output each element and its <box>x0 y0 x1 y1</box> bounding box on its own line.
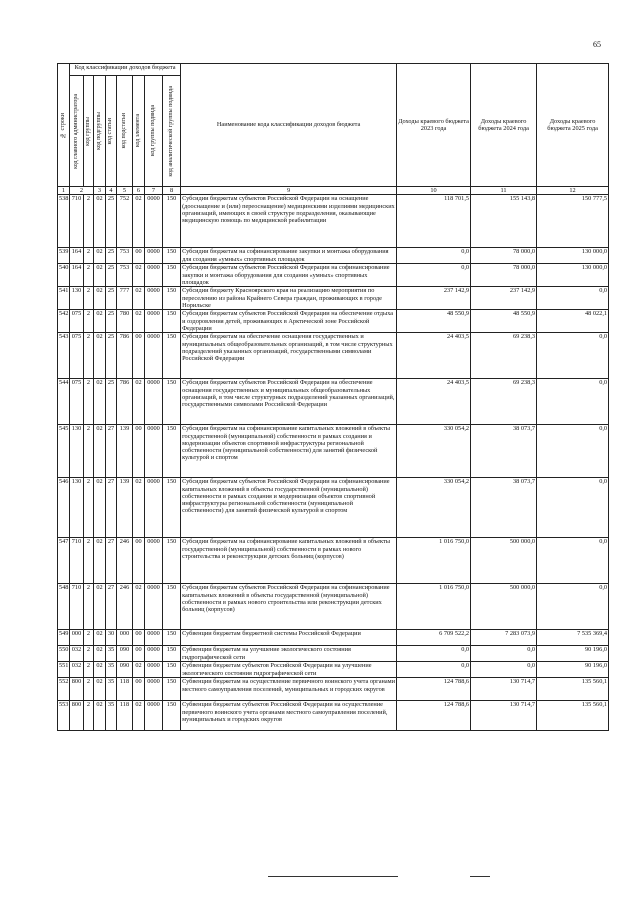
column-number: 7 <box>145 187 163 195</box>
admin-code: 164 <box>70 264 84 287</box>
element-code: 00 <box>133 538 145 584</box>
income-2023: 124 788,6 <box>397 678 471 701</box>
element-code: 02 <box>133 662 145 678</box>
element-code: 02 <box>133 310 145 333</box>
article-code: 27 <box>106 584 117 630</box>
row-number: 543 <box>58 333 70 379</box>
element-code: 00 <box>133 333 145 379</box>
income-2025: 130 000,0 <box>537 248 609 264</box>
footer-divider <box>470 876 490 877</box>
table-row <box>58 678 609 701</box>
analytic-group-code: 150 <box>163 662 181 678</box>
subgroup-code: 02 <box>94 538 106 584</box>
subgroup-code: 02 <box>94 630 106 646</box>
analytic-group-code: 150 <box>163 248 181 264</box>
analytic-group-code: 150 <box>163 538 181 584</box>
income-2023: 330 054,2 <box>397 425 471 478</box>
subarticle-code: 753 <box>117 264 133 287</box>
table-row <box>58 287 609 310</box>
admin-code: 130 <box>70 425 84 478</box>
income-2025: 90 196,0 <box>537 646 609 662</box>
subarticle-code: 139 <box>117 478 133 538</box>
row-number: 550 <box>58 646 70 662</box>
subtype-group-code: 0000 <box>145 379 163 425</box>
subarticle-code: 118 <box>117 701 133 731</box>
row-number: 542 <box>58 310 70 333</box>
article-code: 25 <box>106 264 117 287</box>
income-2025: 135 560,1 <box>537 701 609 731</box>
table-row <box>58 379 609 425</box>
income-name: Субвенции бюджетам субъектов Российской Федерации на улучшение экологического состояния гидрографической сети <box>181 662 397 678</box>
subarticle-code: 780 <box>117 310 133 333</box>
article-code: 25 <box>106 379 117 425</box>
income-2024: 130 714,7 <box>471 701 537 731</box>
income-2025: 0,0 <box>537 538 609 584</box>
group-code: 2 <box>84 425 94 478</box>
element-code: 00 <box>133 425 145 478</box>
income-2024: 69 238,3 <box>471 379 537 425</box>
income-2024: 500 000,0 <box>471 584 537 630</box>
income-2025: 0,0 <box>537 333 609 379</box>
row-number: 539 <box>58 248 70 264</box>
admin-code: 130 <box>70 287 84 310</box>
element-code: 00 <box>133 646 145 662</box>
table-row <box>58 248 609 264</box>
row-number: 552 <box>58 678 70 701</box>
group-code: 2 <box>84 264 94 287</box>
subtype-group-code: 0000 <box>145 248 163 264</box>
analytic-group-code: 150 <box>163 333 181 379</box>
group-code: 2 <box>84 630 94 646</box>
row-number: 546 <box>58 478 70 538</box>
admin-code: 130 <box>70 478 84 538</box>
income-2025: 130 000,0 <box>537 264 609 287</box>
table-row <box>58 425 609 478</box>
element-code: 02 <box>133 287 145 310</box>
income-2025: 150 777,5 <box>537 195 609 248</box>
article-code: 25 <box>106 333 117 379</box>
subarticle-code: 090 <box>117 646 133 662</box>
income-2024: 78 000,0 <box>471 248 537 264</box>
subtype-group-code: 0000 <box>145 678 163 701</box>
income-2025: 0,0 <box>537 379 609 425</box>
income-2024: 78 000,0 <box>471 264 537 287</box>
element-code: 02 <box>133 195 145 248</box>
income-name: Субсидии бюджетам на софинансирование капитальных вложений в объекты государственной (муниципальной) собственности в рамках создания и модернизации объектов спортивной инфраструктуры региональной собственности (муниципальной собственности) для занятий физической культурой и спортом <box>181 425 397 478</box>
group-code: 2 <box>84 478 94 538</box>
article-code: 25 <box>106 287 117 310</box>
table-row <box>58 195 609 248</box>
analytic-group-code: 150 <box>163 287 181 310</box>
group-code: 2 <box>84 379 94 425</box>
admin-code: 075 <box>70 310 84 333</box>
analytic-group-code: 150 <box>163 478 181 538</box>
income-2024: 0,0 <box>471 662 537 678</box>
table-row <box>58 264 609 287</box>
income-2025: 48 022,1 <box>537 310 609 333</box>
table-body <box>58 195 609 731</box>
income-2023: 6 709 522,2 <box>397 630 471 646</box>
subarticle-code: 246 <box>117 584 133 630</box>
analytic-group-code: 150 <box>163 584 181 630</box>
article-code: 27 <box>106 538 117 584</box>
income-2025: 0,0 <box>537 584 609 630</box>
income-2025: 0,0 <box>537 287 609 310</box>
article-code: 25 <box>106 195 117 248</box>
article-code: 25 <box>106 248 117 264</box>
group-code: 2 <box>84 287 94 310</box>
row-number: 540 <box>58 264 70 287</box>
subarticle-code: 000 <box>117 630 133 646</box>
admin-code: 164 <box>70 248 84 264</box>
subtype-group-code: 0000 <box>145 195 163 248</box>
table-row <box>58 538 609 584</box>
subarticle-code: 786 <box>117 379 133 425</box>
subtype-group-code: 0000 <box>145 478 163 538</box>
article-code: 35 <box>106 662 117 678</box>
subgroup-code: 02 <box>94 248 106 264</box>
income-name: Субсидии бюджетам субъектов Российской Федерации на софинансирование капитальных вложений в объекты государственной (муниципальной) собственности в рамках нового строительства или реконструкции детских больниц (корпусов) <box>181 584 397 630</box>
header-group-code: код группы <box>84 76 94 187</box>
header-analytic-group-code: код аналитической группы подвида <box>163 76 181 187</box>
subtype-group-code: 0000 <box>145 630 163 646</box>
analytic-group-code: 150 <box>163 195 181 248</box>
subgroup-code: 02 <box>94 478 106 538</box>
column-number-row <box>58 187 609 195</box>
column-number: 10 <box>397 187 471 195</box>
element-code: 02 <box>133 478 145 538</box>
subarticle-code: 753 <box>117 248 133 264</box>
row-number: 548 <box>58 584 70 630</box>
analytic-group-code: 150 <box>163 264 181 287</box>
income-2024: 48 550,9 <box>471 310 537 333</box>
table-row <box>58 584 609 630</box>
header-income-2023: Доходы краевого бюджета 2023 года <box>397 64 471 187</box>
admin-code: 710 <box>70 195 84 248</box>
column-number: 2 <box>70 187 94 195</box>
header-article-code: код статьи <box>106 76 117 187</box>
income-2024: 7 283 073,9 <box>471 630 537 646</box>
subtype-group-code: 0000 <box>145 584 163 630</box>
article-code: 30 <box>106 630 117 646</box>
group-code: 2 <box>84 646 94 662</box>
admin-code: 075 <box>70 333 84 379</box>
subarticle-code: 777 <box>117 287 133 310</box>
subarticle-code: 090 <box>117 662 133 678</box>
admin-code: 710 <box>70 538 84 584</box>
group-code: 2 <box>84 538 94 584</box>
element-code: 02 <box>133 584 145 630</box>
analytic-group-code: 150 <box>163 678 181 701</box>
table-row <box>58 646 609 662</box>
element-code: 00 <box>133 678 145 701</box>
income-name: Субвенции бюджетам на осуществление первичного воинского учета органами местного самоуправления поселений, муниципальных и городских округов <box>181 678 397 701</box>
subgroup-code: 02 <box>94 333 106 379</box>
subtype-group-code: 0000 <box>145 662 163 678</box>
income-name: Субвенции бюджетам бюджетной системы Российской Федерации <box>181 630 397 646</box>
income-2024: 0,0 <box>471 646 537 662</box>
admin-code: 032 <box>70 662 84 678</box>
income-name: Субвенции бюджетам субъектов Российской Федерации на осуществление первичного воинского учета органами местного самоуправления поселений, муниципальных и городских округов <box>181 701 397 731</box>
row-number: 541 <box>58 287 70 310</box>
subgroup-code: 02 <box>94 584 106 630</box>
element-code: 02 <box>133 264 145 287</box>
subtype-group-code: 0000 <box>145 646 163 662</box>
admin-code: 710 <box>70 584 84 630</box>
income-name: Субсидии бюджету Красноярского края на реализацию мероприятия по переселению из района Крайнего Севера граждан, проживающих в городе Норильске <box>181 287 397 310</box>
subgroup-code: 02 <box>94 287 106 310</box>
subgroup-code: 02 <box>94 310 106 333</box>
row-number: 545 <box>58 425 70 478</box>
subtype-group-code: 0000 <box>145 287 163 310</box>
income-name: Субсидии бюджетам на обеспечение оснащения государственных и муниципальных общеобразовательных организаций, в том числе структурных подразделений указанных организаций, государственными символами Российской Федерации <box>181 333 397 379</box>
admin-code: 032 <box>70 646 84 662</box>
row-number: 551 <box>58 662 70 678</box>
header-subgroup-code: код подгруппы <box>94 76 106 187</box>
income-2024: 500 000,0 <box>471 538 537 584</box>
income-name: Субвенции бюджетам на улучшение экологического состояния гидрографической сети <box>181 646 397 662</box>
column-number: 12 <box>537 187 609 195</box>
subtype-group-code: 0000 <box>145 538 163 584</box>
subgroup-code: 02 <box>94 379 106 425</box>
income-name: Субсидии бюджетам субъектов Российской Федерации на софинансирование закупки и монтажа оборудования для создания «умных» спортивных площадок <box>181 264 397 287</box>
row-number: 538 <box>58 195 70 248</box>
group-code: 2 <box>84 678 94 701</box>
column-number: 6 <box>133 187 145 195</box>
income-2025: 0,0 <box>537 425 609 478</box>
analytic-group-code: 150 <box>163 425 181 478</box>
analytic-group-code: 150 <box>163 646 181 662</box>
article-code: 35 <box>106 678 117 701</box>
subgroup-code: 02 <box>94 701 106 731</box>
article-code: 25 <box>106 310 117 333</box>
page-number: 65 <box>593 40 601 49</box>
group-code: 2 <box>84 310 94 333</box>
income-2023: 237 142,9 <box>397 287 471 310</box>
income-2023: 0,0 <box>397 662 471 678</box>
header-element-code: код элемента <box>133 76 145 187</box>
subtype-group-code: 0000 <box>145 425 163 478</box>
subtype-group-code: 0000 <box>145 310 163 333</box>
subgroup-code: 02 <box>94 646 106 662</box>
income-2025: 7 535 369,4 <box>537 630 609 646</box>
row-number: 544 <box>58 379 70 425</box>
income-name: Субсидии бюджетам на софинансирование капитальных вложений в объекты государственной (муниципальной) собственности в рамках нового строительства и реконструкции детских больниц (корпусов) <box>181 538 397 584</box>
group-code: 2 <box>84 662 94 678</box>
group-code: 2 <box>84 584 94 630</box>
column-number: 11 <box>471 187 537 195</box>
element-code: 00 <box>133 630 145 646</box>
element-code: 02 <box>133 701 145 731</box>
header-name: Наименование кода классификации доходов бюджета <box>181 64 397 187</box>
subgroup-code: 02 <box>94 662 106 678</box>
subgroup-code: 02 <box>94 678 106 701</box>
header-income-2024: Доходы краевого бюджета 2024 года <box>471 64 537 187</box>
income-2024: 38 073,7 <box>471 478 537 538</box>
group-code: 2 <box>84 248 94 264</box>
income-2025: 135 560,1 <box>537 678 609 701</box>
income-2024: 155 143,8 <box>471 195 537 248</box>
admin-code: 800 <box>70 701 84 731</box>
income-2023: 330 054,2 <box>397 478 471 538</box>
column-number: 8 <box>163 187 181 195</box>
element-code: 00 <box>133 248 145 264</box>
income-2023: 24 403,5 <box>397 379 471 425</box>
income-2024: 69 238,3 <box>471 333 537 379</box>
income-2023: 0,0 <box>397 646 471 662</box>
table-row <box>58 662 609 678</box>
subtype-group-code: 0000 <box>145 701 163 731</box>
admin-code: 075 <box>70 379 84 425</box>
row-number: 553 <box>58 701 70 731</box>
analytic-group-code: 150 <box>163 310 181 333</box>
income-2023: 24 403,5 <box>397 333 471 379</box>
subarticle-code: 139 <box>117 425 133 478</box>
subgroup-code: 02 <box>94 264 106 287</box>
income-name: Субсидии бюджетам на софинансирование закупки и монтажа оборудования для создания «умных» спортивных площадок <box>181 248 397 264</box>
table-row <box>58 701 609 731</box>
group-code: 2 <box>84 333 94 379</box>
analytic-group-code: 150 <box>163 379 181 425</box>
admin-code: 800 <box>70 678 84 701</box>
subtype-group-code: 0000 <box>145 333 163 379</box>
column-number: 4 <box>106 187 117 195</box>
income-2023: 48 550,9 <box>397 310 471 333</box>
budget-income-table <box>57 63 609 731</box>
header-subtype-group-code: код группы подвида <box>145 76 163 187</box>
income-2023: 118 701,5 <box>397 195 471 248</box>
article-code: 35 <box>106 701 117 731</box>
income-2023: 0,0 <box>397 248 471 264</box>
income-2025: 90 196,0 <box>537 662 609 678</box>
row-number: 549 <box>58 630 70 646</box>
header-subarticle-code: код подстатьи <box>117 76 133 187</box>
income-2025: 0,0 <box>537 478 609 538</box>
subarticle-code: 246 <box>117 538 133 584</box>
article-code: 35 <box>106 646 117 662</box>
column-number: 1 <box>58 187 70 195</box>
income-name: Субсидии бюджетам субъектов Российской Федерации на обеспечение отдыха и оздоровления детей, проживающих в Арктической зоне Российской Федерации <box>181 310 397 333</box>
column-number: 5 <box>117 187 133 195</box>
header-classification-group: Код классификации доходов бюджета <box>70 64 181 76</box>
footer-divider <box>268 876 398 877</box>
header-admin-code: код главного администратора <box>70 76 84 187</box>
income-2024: 38 073,7 <box>471 425 537 478</box>
analytic-group-code: 150 <box>163 630 181 646</box>
subarticle-code: 118 <box>117 678 133 701</box>
table-row <box>58 333 609 379</box>
subgroup-code: 02 <box>94 195 106 248</box>
subarticle-code: 752 <box>117 195 133 248</box>
analytic-group-code: 150 <box>163 701 181 731</box>
table-row <box>58 630 609 646</box>
table-row <box>58 310 609 333</box>
table-row <box>58 478 609 538</box>
header-row-number: № строки <box>58 64 70 187</box>
row-number: 547 <box>58 538 70 584</box>
subgroup-code: 02 <box>94 425 106 478</box>
income-2024: 237 142,9 <box>471 287 537 310</box>
income-2023: 1 016 750,0 <box>397 538 471 584</box>
income-name: Субсидии бюджетам субъектов Российской Федерации на обеспечение оснащения государственных и муниципальных общеобразовательных организаций, в том числе структурных подразделений указанных организаций, государственными символами Российской Федерации <box>181 379 397 425</box>
income-2023: 124 788,6 <box>397 701 471 731</box>
subtype-group-code: 0000 <box>145 264 163 287</box>
group-code: 2 <box>84 195 94 248</box>
admin-code: 000 <box>70 630 84 646</box>
column-number: 3 <box>94 187 106 195</box>
group-code: 2 <box>84 701 94 731</box>
income-2023: 1 016 750,0 <box>397 584 471 630</box>
income-2024: 130 714,7 <box>471 678 537 701</box>
income-name: Субсидии бюджетам субъектов Российской Федерации на оснащение (дооснащение и (или) переоснащение) медицинскими изделиями медицинских организаций, имеющих в своей структуре подразделения, оказывающие медицинскую помощь по медицинской реабилитации <box>181 195 397 248</box>
article-code: 27 <box>106 478 117 538</box>
income-2023: 0,0 <box>397 264 471 287</box>
income-name: Субсидии бюджетам субъектов Российской Федерации на софинансирование капитальных вложений в объекты государственной (муниципальной) собственности в рамках создания и модернизации объектов спортивной инфраструктуры региональной собственности (муниципальной собственности) для занятий физической культурой и спортом <box>181 478 397 538</box>
column-number: 9 <box>181 187 397 195</box>
header-income-2025: Доходы краевого бюджета 2025 года <box>537 64 609 187</box>
subarticle-code: 786 <box>117 333 133 379</box>
article-code: 27 <box>106 425 117 478</box>
element-code: 02 <box>133 379 145 425</box>
